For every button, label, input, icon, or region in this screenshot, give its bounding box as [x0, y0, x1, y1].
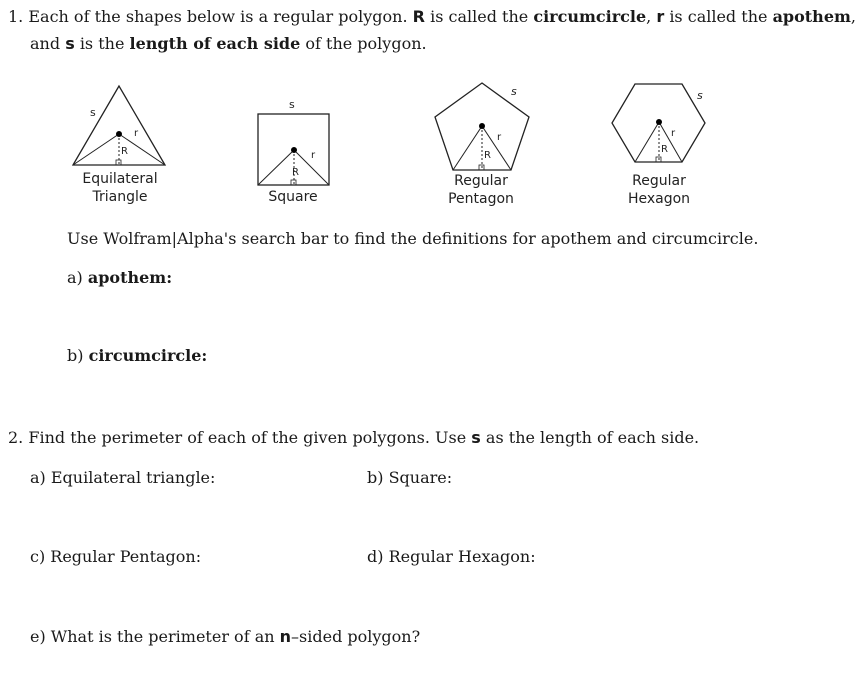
q1-text-c: is called the [669, 7, 768, 26]
comma: , [646, 7, 652, 26]
triangle-label-1: Equilateral [82, 171, 158, 187]
q2-var-s: s [471, 428, 481, 447]
q1-line2 [30, 34, 427, 53]
pentagon-label [431, 172, 531, 208]
q2-line [8, 428, 699, 447]
triangle-figure [73, 86, 165, 165]
q1-line2-b: is the [79, 34, 125, 53]
q1-text-b: is called the [430, 7, 529, 26]
term-apothem: apothem [772, 7, 851, 26]
hexagon-label-2: Hexagon [627, 191, 691, 207]
triangle-s: s [90, 106, 96, 119]
q2-var-n: n [279, 627, 292, 646]
pentagon-R: R [484, 150, 491, 161]
q1-part-b-prefix: b) [67, 346, 84, 365]
q2-part-a: a) Equilateral triangle: [30, 468, 216, 487]
pentagon-s: s [511, 85, 517, 98]
q1-part-a [67, 268, 172, 287]
q1-part-a-prefix: a) [67, 268, 83, 287]
hexagon-R: R [661, 144, 668, 155]
q2-number: 2. [8, 428, 24, 447]
hexagon-label [609, 172, 709, 208]
hexagon-label-1: Regular [632, 173, 686, 189]
q2-text-a: Find the perimeter of each of the given polygons. Use [28, 428, 467, 447]
q1-line1: 1. Each of the shapes below is a regular polygon. R is called the circumcircle, r is called the apothem, [8, 7, 856, 26]
q1-instruction: Use Wolfram|Alpha's search bar to find the definitions for apothem and circumcircle. [67, 229, 759, 248]
term-length-of-side: length of each side [129, 34, 301, 53]
var-s: s [65, 34, 75, 53]
hexagon-figure [612, 84, 705, 162]
triangle-R: R [121, 146, 128, 157]
q1-line2-a: and [30, 34, 61, 53]
pentagon-figure [435, 83, 529, 170]
var-r: r [656, 7, 665, 26]
square-s: s [289, 98, 295, 111]
square-r: r [311, 150, 316, 161]
q2-part-c: c) Regular Pentagon: [30, 547, 202, 566]
q1-number: 1. [8, 7, 24, 26]
triangle-label [60, 170, 180, 206]
q1-part-a-term: apothem: [87, 268, 173, 287]
square-label [243, 188, 343, 206]
square-R: R [292, 167, 299, 178]
var-R: R [412, 7, 425, 26]
q2-part-e-text-a: e) What is the perimeter of an [30, 627, 275, 646]
square-label-1: Square [268, 189, 318, 205]
hexagon-r: r [671, 128, 676, 139]
q2-text-b: as the length of each side. [485, 428, 700, 447]
q1-part-b-term: circumcircle: [88, 346, 208, 365]
hexagon-s: s [697, 89, 703, 102]
pentagon-label-1: Regular [454, 173, 508, 189]
q2-part-e-text-b: –sided polygon? [291, 627, 421, 646]
triangle-r: r [134, 128, 139, 139]
q2-part-b: b) Square: [367, 468, 453, 487]
pentagon-r: r [497, 132, 502, 143]
q1-line2-c: of the polygon. [305, 34, 427, 53]
triangle-label-2: Triangle [92, 189, 148, 205]
pentagon-label-2: Pentagon [448, 191, 514, 207]
term-circumcircle: circumcircle [533, 7, 647, 26]
square-figure [258, 98, 329, 185]
q1-text-a: Each of the shapes below is a regular polygon. [28, 7, 408, 26]
q2-part-d: d) Regular Hexagon: [367, 547, 536, 566]
q2-part-e [30, 627, 420, 646]
q1-part-b [67, 346, 207, 365]
